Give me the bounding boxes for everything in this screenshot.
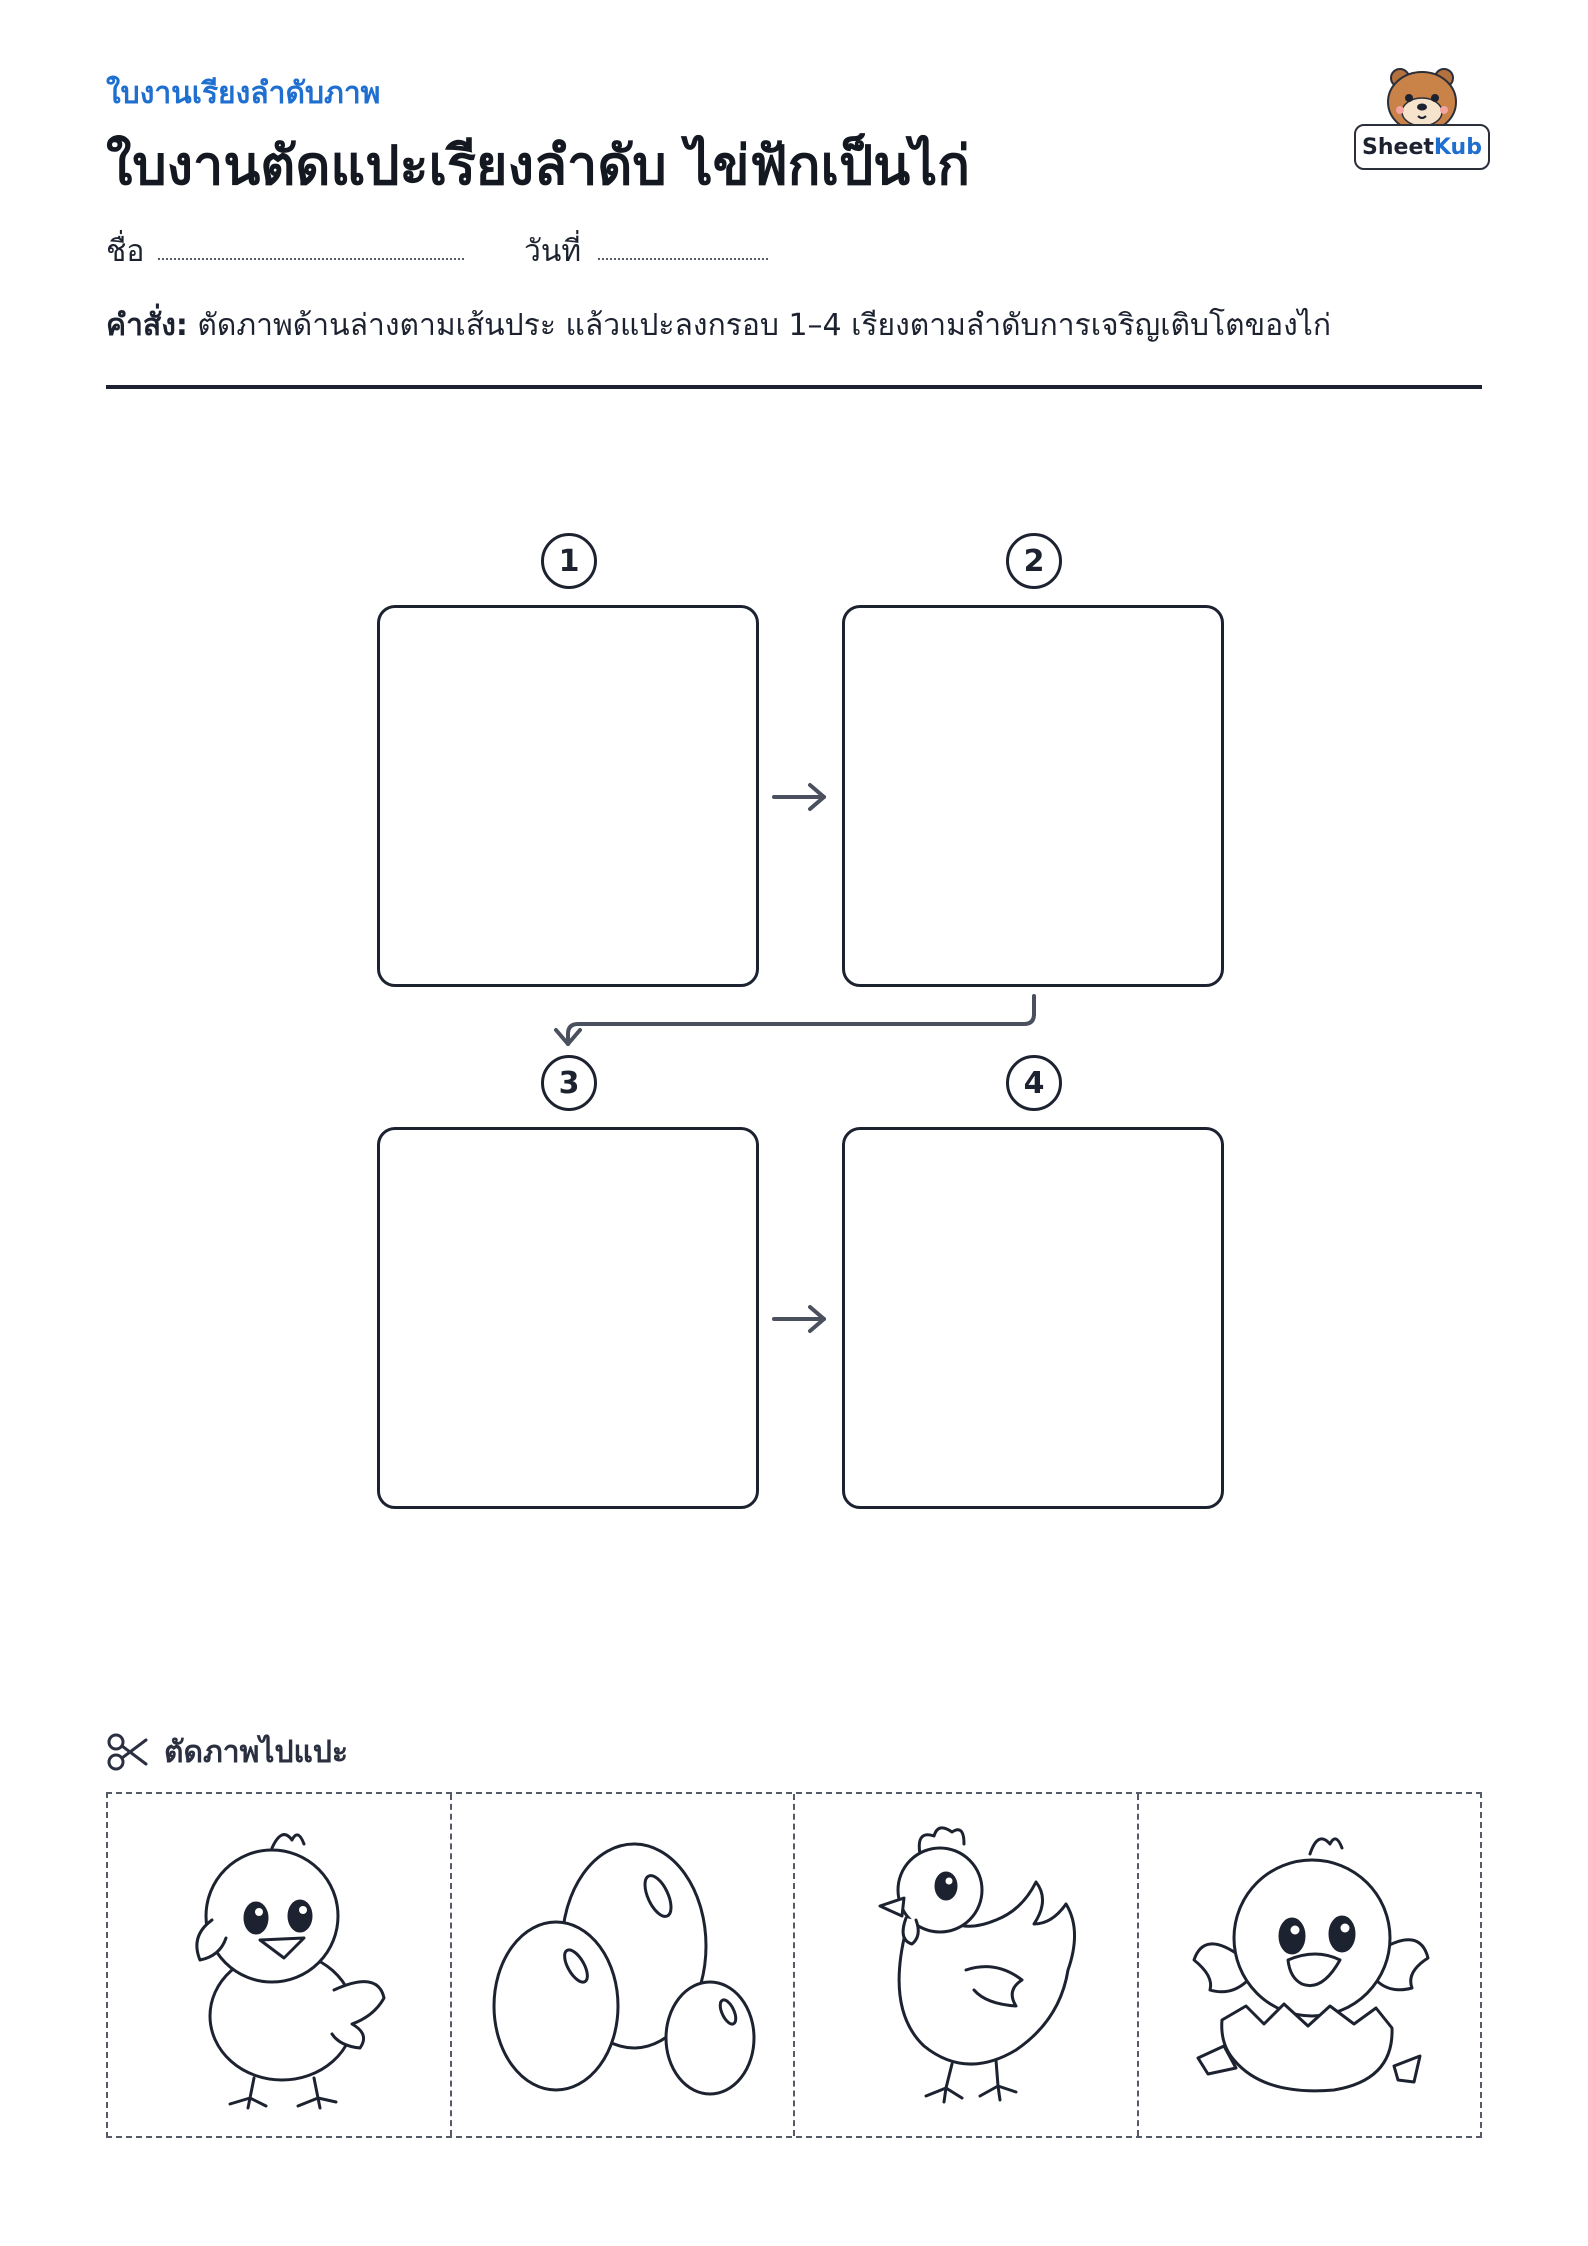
paste-box-2[interactable] [842, 605, 1224, 987]
instruction-label: คำสั่ง: [106, 308, 188, 343]
paste-box-4[interactable] [842, 1127, 1224, 1509]
logo-text-kub: Kub [1433, 134, 1482, 160]
cut-card-hen[interactable] [795, 1794, 1139, 2136]
eggs-icon [482, 1830, 762, 2100]
hatching-chick-icon [1184, 1820, 1434, 2110]
logo-text-sheet: Sheet [1362, 134, 1434, 160]
step-number-2: 2 [1006, 533, 1062, 589]
name-label: ชื่อ [106, 234, 145, 269]
cut-section-label: ตัดภาพไปแปะ [164, 1734, 348, 1770]
arrow-2-to-3 [556, 996, 1034, 1044]
cut-strip [106, 1792, 1482, 2138]
step-number-3: 3 [541, 1055, 597, 1111]
worksheet-subtitle: ใบงานเรียงลำดับภาพ [106, 76, 381, 111]
worksheet-title: ใบงานตัดแปะเรียงลำดับ ไข่ฟักเป็นไก่ [106, 134, 970, 197]
paste-box-1[interactable] [377, 605, 759, 987]
cut-card-eggs[interactable] [452, 1794, 796, 2136]
cut-card-chick[interactable] [108, 1794, 452, 2136]
arrow-1-to-2 [774, 785, 824, 809]
hen-icon [846, 1820, 1086, 2110]
step-number-1: 1 [541, 533, 597, 589]
scissors-icon [106, 1730, 150, 1774]
cut-section-heading [106, 1730, 348, 1774]
instruction-text: ตัดภาพด้านล่างตามเส้นประ แล้วแปะลงกรอบ 1–4 เรียงตามลำดับการเจริญเติบโตของไก่ [197, 308, 1332, 343]
arrow-3-to-4 [774, 1307, 824, 1331]
chick-icon [164, 1820, 394, 2110]
date-label: วันที่ [524, 234, 582, 269]
step-number-4: 4 [1006, 1055, 1062, 1111]
cut-card-hatching-chick[interactable] [1139, 1794, 1481, 2136]
paste-box-3[interactable] [377, 1127, 759, 1509]
